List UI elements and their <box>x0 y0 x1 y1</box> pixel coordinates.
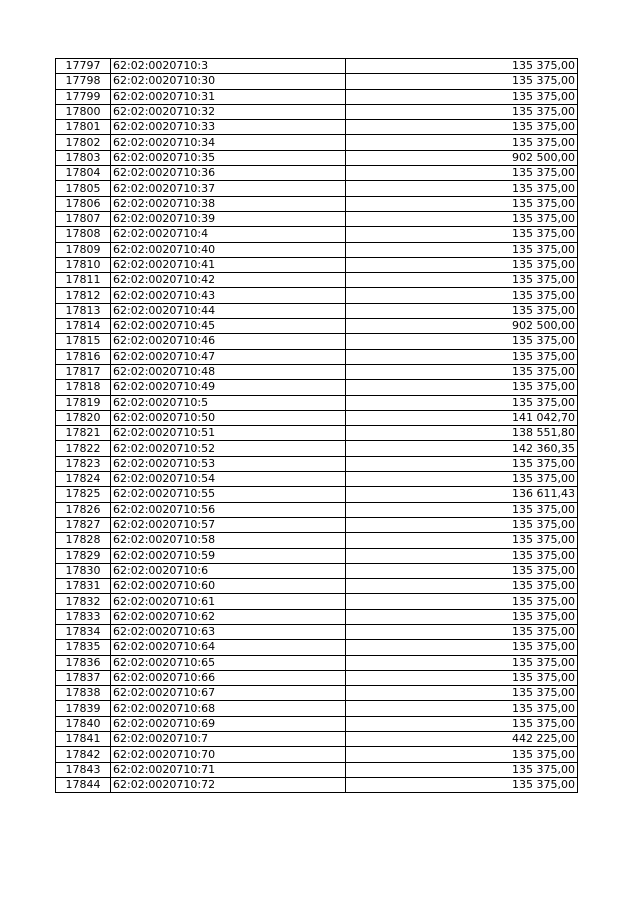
table-row <box>56 579 578 594</box>
value-cell: 135 375,00 <box>346 502 578 517</box>
value-cell: 135 375,00 <box>346 89 578 104</box>
value-cell: 135 375,00 <box>346 166 578 181</box>
value-cell: 135 375,00 <box>346 655 578 670</box>
value-cell: 902 500,00 <box>346 319 578 334</box>
row-number-cell: 17829 <box>56 548 111 563</box>
value-cell: 135 375,00 <box>346 104 578 119</box>
row-number-cell: 17844 <box>56 777 111 792</box>
row-number-cell: 17821 <box>56 426 111 441</box>
value-cell: 135 375,00 <box>346 762 578 777</box>
row-number-cell: 17808 <box>56 227 111 242</box>
row-number-cell: 17818 <box>56 380 111 395</box>
table-row <box>56 288 578 303</box>
cadastral-number-cell: 62:02:0020710:47 <box>111 349 346 364</box>
row-number-cell: 17797 <box>56 59 111 74</box>
row-number-cell: 17823 <box>56 456 111 471</box>
row-number-cell: 17836 <box>56 655 111 670</box>
cadastral-number-cell: 62:02:0020710:51 <box>111 426 346 441</box>
table-row <box>56 686 578 701</box>
row-number-cell: 17811 <box>56 273 111 288</box>
row-number-cell: 17810 <box>56 257 111 272</box>
table-row <box>56 441 578 456</box>
row-number-cell: 17806 <box>56 196 111 211</box>
row-number-cell: 17834 <box>56 624 111 639</box>
table-row <box>56 166 578 181</box>
row-number-cell: 17820 <box>56 410 111 425</box>
cadastral-number-cell: 62:02:0020710:64 <box>111 640 346 655</box>
value-cell: 135 375,00 <box>346 533 578 548</box>
cadastral-number-cell: 62:02:0020710:3 <box>111 59 346 74</box>
cadastral-number-cell: 62:02:0020710:57 <box>111 517 346 532</box>
row-number-cell: 17832 <box>56 594 111 609</box>
value-cell: 442 225,00 <box>346 732 578 747</box>
cadastral-number-cell: 62:02:0020710:55 <box>111 487 346 502</box>
table-row <box>56 273 578 288</box>
cadastral-number-cell: 62:02:0020710:66 <box>111 670 346 685</box>
value-cell: 135 375,00 <box>346 670 578 685</box>
row-number-cell: 17837 <box>56 670 111 685</box>
value-cell: 135 375,00 <box>346 364 578 379</box>
value-cell: 135 375,00 <box>346 242 578 257</box>
value-cell: 135 375,00 <box>346 624 578 639</box>
value-cell: 135 375,00 <box>346 349 578 364</box>
table-row <box>56 701 578 716</box>
value-cell: 135 375,00 <box>346 747 578 762</box>
cadastral-number-cell: 62:02:0020710:45 <box>111 319 346 334</box>
row-number-cell: 17812 <box>56 288 111 303</box>
table-row <box>56 548 578 563</box>
row-number-cell: 17831 <box>56 579 111 594</box>
value-cell: 135 375,00 <box>346 701 578 716</box>
cadastral-number-cell: 62:02:0020710:43 <box>111 288 346 303</box>
cadastral-number-cell: 62:02:0020710:37 <box>111 181 346 196</box>
table-row <box>56 655 578 670</box>
table-row <box>56 150 578 165</box>
table-row <box>56 135 578 150</box>
cadastral-number-cell: 62:02:0020710:68 <box>111 701 346 716</box>
table-row <box>56 211 578 226</box>
value-cell: 136 611,43 <box>346 487 578 502</box>
table-row <box>56 747 578 762</box>
value-cell: 135 375,00 <box>346 686 578 701</box>
row-number-cell: 17819 <box>56 395 111 410</box>
cadastral-number-cell: 62:02:0020710:33 <box>111 120 346 135</box>
value-cell: 135 375,00 <box>346 273 578 288</box>
cadastral-number-cell: 62:02:0020710:58 <box>111 533 346 548</box>
cadastral-number-cell: 62:02:0020710:71 <box>111 762 346 777</box>
value-cell: 902 500,00 <box>346 150 578 165</box>
value-cell: 135 375,00 <box>346 563 578 578</box>
row-number-cell: 17817 <box>56 364 111 379</box>
cadastral-number-cell: 62:02:0020710:30 <box>111 74 346 89</box>
value-cell: 135 375,00 <box>346 716 578 731</box>
cadastral-number-cell: 62:02:0020710:40 <box>111 242 346 257</box>
cadastral-number-cell: 62:02:0020710:61 <box>111 594 346 609</box>
cadastral-number-cell: 62:02:0020710:59 <box>111 548 346 563</box>
value-cell: 135 375,00 <box>346 135 578 150</box>
row-number-cell: 17804 <box>56 166 111 181</box>
cadastral-number-cell: 62:02:0020710:49 <box>111 380 346 395</box>
row-number-cell: 17840 <box>56 716 111 731</box>
table-row <box>56 380 578 395</box>
value-cell: 135 375,00 <box>346 517 578 532</box>
data-table <box>55 58 578 793</box>
table-row <box>56 319 578 334</box>
table-row <box>56 349 578 364</box>
value-cell: 135 375,00 <box>346 777 578 792</box>
table-row <box>56 533 578 548</box>
table-row <box>56 120 578 135</box>
cadastral-number-cell: 62:02:0020710:41 <box>111 257 346 272</box>
row-number-cell: 17838 <box>56 686 111 701</box>
table-row <box>56 74 578 89</box>
cadastral-number-cell: 62:02:0020710:39 <box>111 211 346 226</box>
row-number-cell: 17828 <box>56 533 111 548</box>
value-cell: 138 551,80 <box>346 426 578 441</box>
table-row <box>56 517 578 532</box>
cadastral-number-cell: 62:02:0020710:56 <box>111 502 346 517</box>
table-row <box>56 104 578 119</box>
table-row <box>56 196 578 211</box>
value-cell: 141 042,70 <box>346 410 578 425</box>
cadastral-number-cell: 62:02:0020710:46 <box>111 334 346 349</box>
table-row <box>56 487 578 502</box>
cadastral-number-cell: 62:02:0020710:70 <box>111 747 346 762</box>
row-number-cell: 17839 <box>56 701 111 716</box>
table-row <box>56 395 578 410</box>
row-number-cell: 17841 <box>56 732 111 747</box>
table-row <box>56 777 578 792</box>
row-number-cell: 17805 <box>56 181 111 196</box>
cadastral-number-cell: 62:02:0020710:48 <box>111 364 346 379</box>
table-row <box>56 609 578 624</box>
cadastral-number-cell: 62:02:0020710:69 <box>111 716 346 731</box>
value-cell: 135 375,00 <box>346 257 578 272</box>
cadastral-number-cell: 62:02:0020710:6 <box>111 563 346 578</box>
cadastral-number-cell: 62:02:0020710:5 <box>111 395 346 410</box>
table-body <box>56 59 578 793</box>
row-number-cell: 17803 <box>56 150 111 165</box>
cadastral-number-cell: 62:02:0020710:44 <box>111 303 346 318</box>
table-row <box>56 502 578 517</box>
table-row <box>56 563 578 578</box>
value-cell: 135 375,00 <box>346 59 578 74</box>
table-row <box>56 624 578 639</box>
row-number-cell: 17833 <box>56 609 111 624</box>
value-cell: 135 375,00 <box>346 334 578 349</box>
cadastral-number-cell: 62:02:0020710:31 <box>111 89 346 104</box>
value-cell: 135 375,00 <box>346 609 578 624</box>
value-cell: 135 375,00 <box>346 640 578 655</box>
cadastral-number-cell: 62:02:0020710:4 <box>111 227 346 242</box>
cadastral-number-cell: 62:02:0020710:50 <box>111 410 346 425</box>
table-row <box>56 59 578 74</box>
table-row <box>56 242 578 257</box>
value-cell: 135 375,00 <box>346 74 578 89</box>
cadastral-number-cell: 62:02:0020710:60 <box>111 579 346 594</box>
row-number-cell: 17800 <box>56 104 111 119</box>
value-cell: 135 375,00 <box>346 472 578 487</box>
row-number-cell: 17799 <box>56 89 111 104</box>
value-cell: 135 375,00 <box>346 196 578 211</box>
table-row <box>56 181 578 196</box>
cadastral-number-cell: 62:02:0020710:34 <box>111 135 346 150</box>
value-cell: 135 375,00 <box>346 579 578 594</box>
row-number-cell: 17822 <box>56 441 111 456</box>
row-number-cell: 17798 <box>56 74 111 89</box>
table-row <box>56 670 578 685</box>
row-number-cell: 17835 <box>56 640 111 655</box>
cadastral-number-cell: 62:02:0020710:54 <box>111 472 346 487</box>
table-row <box>56 227 578 242</box>
table-row <box>56 410 578 425</box>
value-cell: 142 360,35 <box>346 441 578 456</box>
table-row <box>56 640 578 655</box>
row-number-cell: 17825 <box>56 487 111 502</box>
cadastral-number-cell: 62:02:0020710:72 <box>111 777 346 792</box>
cadastral-number-cell: 62:02:0020710:7 <box>111 732 346 747</box>
row-number-cell: 17827 <box>56 517 111 532</box>
cadastral-number-cell: 62:02:0020710:63 <box>111 624 346 639</box>
cadastral-number-cell: 62:02:0020710:53 <box>111 456 346 471</box>
value-cell: 135 375,00 <box>346 594 578 609</box>
row-number-cell: 17809 <box>56 242 111 257</box>
row-number-cell: 17816 <box>56 349 111 364</box>
row-number-cell: 17826 <box>56 502 111 517</box>
table-row <box>56 716 578 731</box>
table-row <box>56 426 578 441</box>
table-row <box>56 594 578 609</box>
row-number-cell: 17802 <box>56 135 111 150</box>
value-cell: 135 375,00 <box>346 288 578 303</box>
value-cell: 135 375,00 <box>346 395 578 410</box>
cadastral-number-cell: 62:02:0020710:42 <box>111 273 346 288</box>
value-cell: 135 375,00 <box>346 303 578 318</box>
cadastral-number-cell: 62:02:0020710:32 <box>111 104 346 119</box>
table-row <box>56 762 578 777</box>
value-cell: 135 375,00 <box>346 456 578 471</box>
cadastral-number-cell: 62:02:0020710:35 <box>111 150 346 165</box>
value-cell: 135 375,00 <box>346 227 578 242</box>
table-row <box>56 732 578 747</box>
value-cell: 135 375,00 <box>346 548 578 563</box>
row-number-cell: 17814 <box>56 319 111 334</box>
value-cell: 135 375,00 <box>346 120 578 135</box>
value-cell: 135 375,00 <box>346 380 578 395</box>
cadastral-number-cell: 62:02:0020710:65 <box>111 655 346 670</box>
row-number-cell: 17830 <box>56 563 111 578</box>
row-number-cell: 17807 <box>56 211 111 226</box>
table-row <box>56 472 578 487</box>
row-number-cell: 17842 <box>56 747 111 762</box>
cadastral-number-cell: 62:02:0020710:62 <box>111 609 346 624</box>
table-row <box>56 303 578 318</box>
cadastral-number-cell: 62:02:0020710:36 <box>111 166 346 181</box>
row-number-cell: 17815 <box>56 334 111 349</box>
table-row <box>56 257 578 272</box>
value-cell: 135 375,00 <box>346 181 578 196</box>
cadastral-number-cell: 62:02:0020710:67 <box>111 686 346 701</box>
table-row <box>56 456 578 471</box>
row-number-cell: 17813 <box>56 303 111 318</box>
table-row <box>56 364 578 379</box>
value-cell: 135 375,00 <box>346 211 578 226</box>
row-number-cell: 17824 <box>56 472 111 487</box>
row-number-cell: 17843 <box>56 762 111 777</box>
table-row <box>56 334 578 349</box>
table-row <box>56 89 578 104</box>
cadastral-number-cell: 62:02:0020710:52 <box>111 441 346 456</box>
row-number-cell: 17801 <box>56 120 111 135</box>
cadastral-number-cell: 62:02:0020710:38 <box>111 196 346 211</box>
